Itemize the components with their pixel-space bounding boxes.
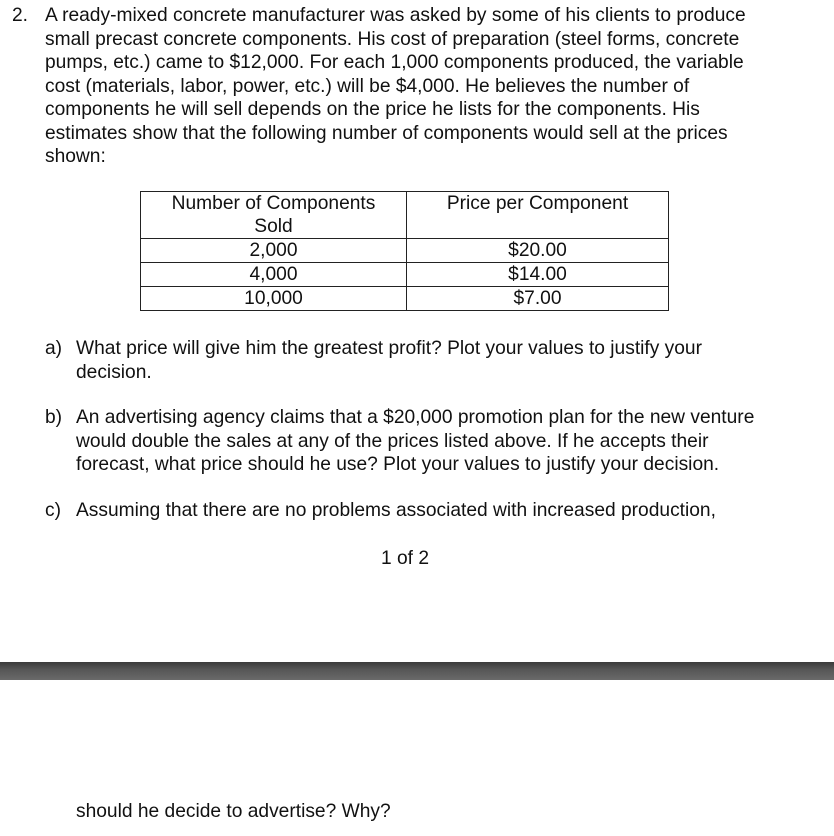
question-line: decision.	[76, 361, 152, 383]
table-row	[141, 287, 669, 311]
question-text	[76, 406, 754, 477]
cell-price: $20.00	[407, 239, 669, 263]
question-line: An advertising agency claims that a $20,000 promotion plan for the new venture	[76, 407, 755, 428]
question-text	[76, 337, 702, 384]
page-number: 1 of 2	[380, 548, 429, 569]
problem-line: pumps, etc.) came to $12,000. For each 1,000 components produced, the variable	[45, 52, 744, 73]
question-c-continuation: should he decide to advertise? Why?	[76, 801, 391, 822]
problem-line: cost (materials, labor, power, etc.) will be $4,000. He believes the number of	[45, 75, 690, 97]
problem-number: 2.	[12, 5, 29, 26]
table-header-row	[141, 192, 669, 239]
question-line: What price will give him the greatest profit? Plot your values to justify your	[76, 338, 702, 359]
page-divider	[0, 662, 834, 680]
header-line: Sold	[254, 216, 293, 237]
cell-components: 4,000	[141, 263, 407, 287]
problem-line: A ready-mixed concrete manufacturer was asked by some of his clients to produce	[45, 5, 746, 26]
problem-line: estimates show that the following number of components would sell at the prices	[45, 122, 728, 144]
problem-line: small precast concrete components. His cost of preparation (steel forms, concrete	[45, 28, 740, 50]
question-line: Assuming that there are no problems associated with increased production,	[76, 500, 716, 521]
question-label: a)	[45, 338, 63, 359]
cell-components: 2,000	[141, 239, 407, 263]
cell-price: $7.00	[407, 287, 669, 311]
problem-line: components he will sell depends on the price he lists for the components. His	[45, 99, 700, 120]
question-text	[76, 499, 716, 523]
sales-price-table	[140, 191, 669, 311]
table-row	[141, 239, 669, 263]
header-line: Number of Components	[171, 193, 376, 214]
cell-components: 10,000	[141, 287, 407, 311]
page-2	[0, 680, 834, 836]
question-line: forecast, what price should he use? Plot your values to justify your decision.	[76, 454, 720, 475]
problem-line: shown:	[45, 146, 106, 167]
table-row	[141, 263, 669, 287]
question-label: b)	[45, 407, 63, 428]
header-components-sold	[141, 192, 407, 239]
cell-price: $14.00	[407, 263, 669, 287]
question-line: would double the sales at any of the prices listed above. If he accepts their	[76, 430, 709, 452]
question-label: c)	[45, 500, 61, 521]
header-price: Price per Component	[407, 192, 669, 239]
problem-text	[45, 4, 746, 169]
